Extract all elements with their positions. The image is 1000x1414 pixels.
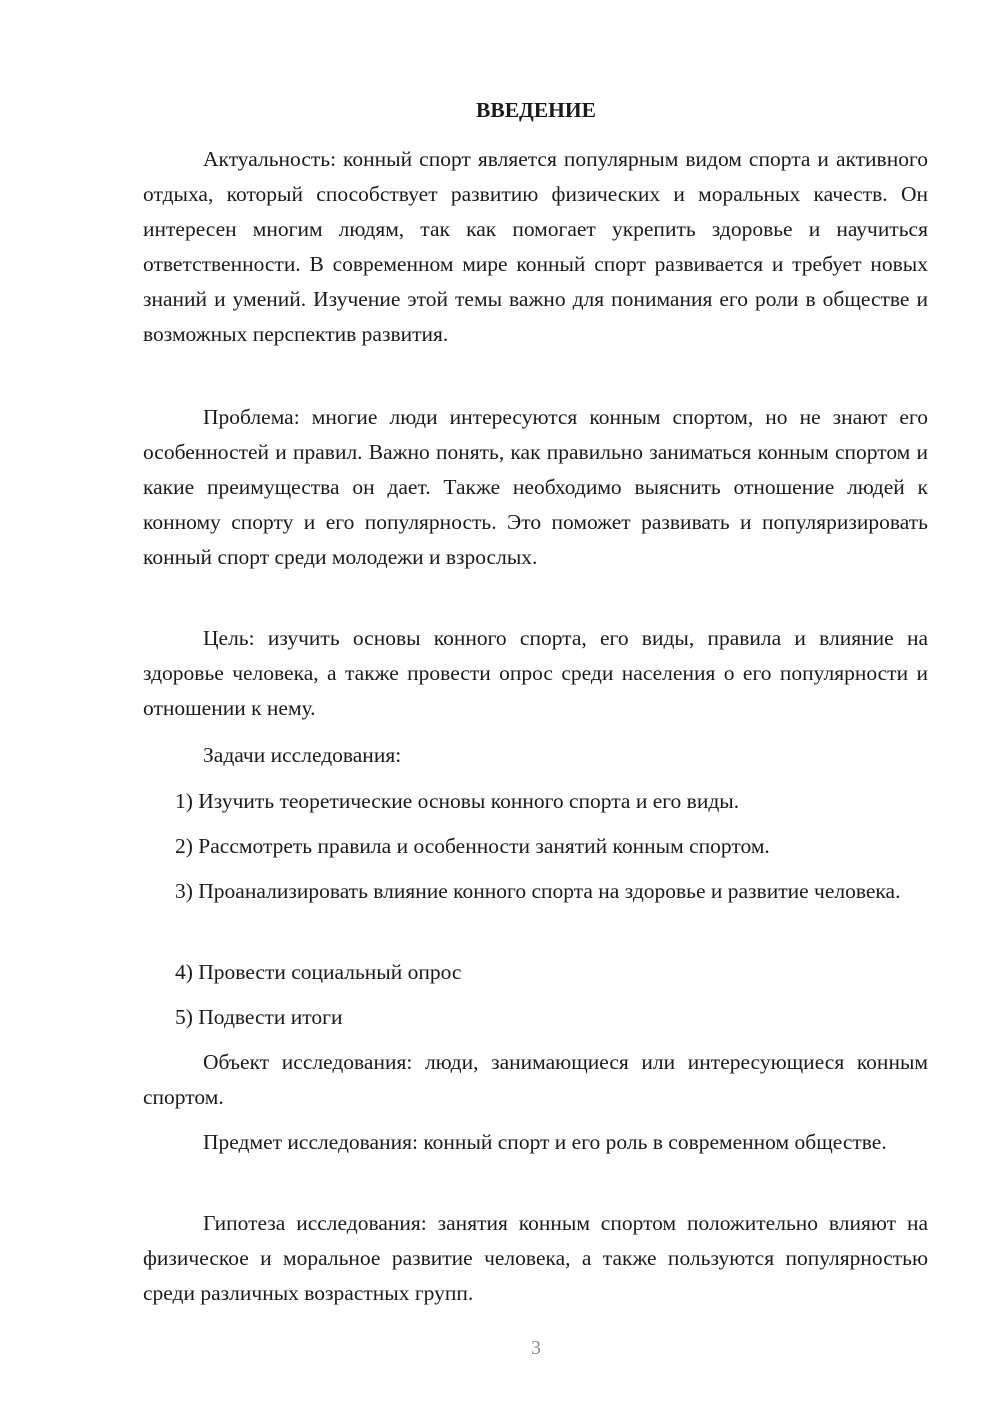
task-item-5: 5) Подвести итоги — [175, 1005, 343, 1029]
task-item-3: 3) Проанализировать влияние конного спорта на здоровье и развитие человека. — [175, 879, 901, 903]
paragraph-goal: Цель: изучить основы конного спорта, его виды, правила и влияние на здоровье человека, а также провести опрос среди населения о его популярности и отношении к нему. — [143, 626, 928, 720]
task-item-4: 4) Провести социальный опрос — [175, 960, 462, 984]
page-number: 3 — [531, 1337, 541, 1359]
task-item-1: 1) Изучить теоретические основы конного спорта и его виды. — [175, 789, 740, 813]
paragraph-subject: Предмет исследования: конный спорт и его роль в современном обществе. — [203, 1130, 887, 1154]
tasks-heading: Задачи исследования: — [203, 743, 402, 767]
paragraph-relevance: Актуальность: конный спорт является популярным видом спорта и активного отдыха, который способствует развитию физических и моральных качеств. Он интересен многим людям, так как помогает укрепить здоровье и научиться ответственности. В современном мире конный спорт развивается и требует новых знаний и умений. Изучение этой темы важно для понимания его роли в обществе и возможных перспектив развития. — [143, 147, 928, 346]
paragraph-object: Объект исследования: люди, занимающиеся или интересующиеся конным спортом. — [143, 1050, 928, 1109]
task-item-2: 2) Рассмотреть правила и особенности занятий конным спортом. — [175, 834, 770, 858]
paragraph-hypothesis: Гипотеза исследования: занятия конным спортом положительно влияют на физическое и моральное развитие человека, а также пользуются популярностью среди различных возрастных групп. — [143, 1211, 928, 1305]
section-title: ВВЕДЕНИЕ — [476, 98, 596, 122]
paragraph-problem: Проблема: многие люди интересуются конным спортом, но не знают его особенностей и правил. Важно понять, как правильно заниматься конным спортом и какие преимущества он дает. Также необходимо выяснить отношение людей к конному спорту и его популярность. Это поможет развивать и популяризировать конный спорт среди молодежи и взрослых. — [143, 405, 928, 569]
